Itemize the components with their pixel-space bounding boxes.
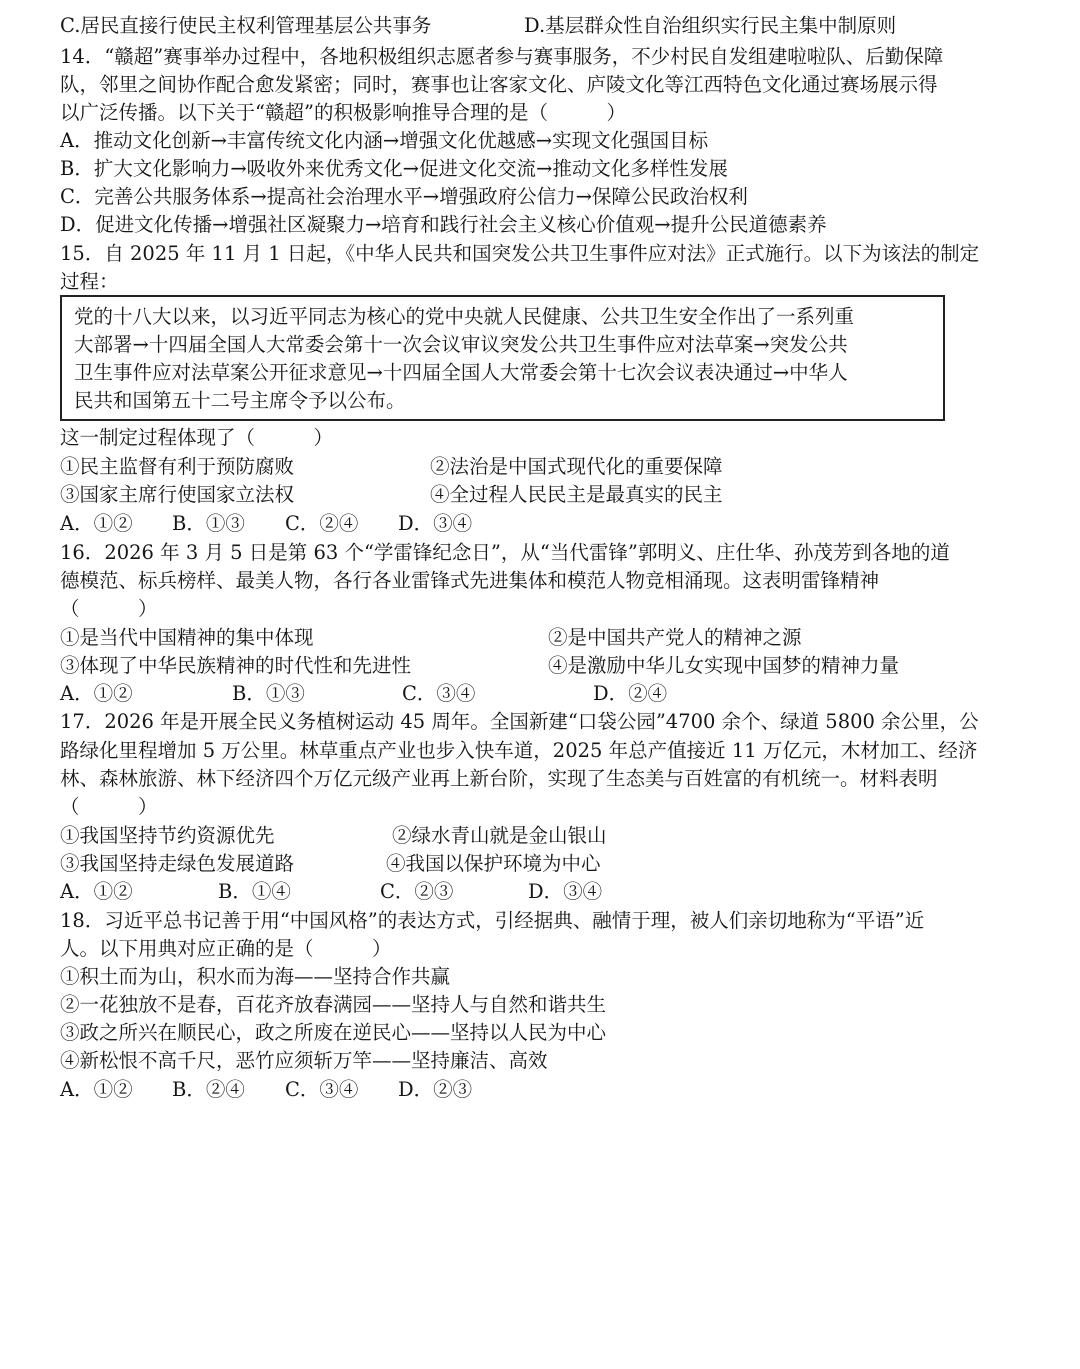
q18-stem-line-2: 人。以下用典对应正确的是（ ） (60, 937, 392, 960)
q18-item-4: ④新松恨不高千尺，恶竹应须斩万竿——坚持廉洁、高效 (60, 1049, 548, 1072)
q17-stem-line-3: 林、森林旅游、林下经济四个万亿元级产业再上新台阶，实现了生态美与百姓富的有机统一。材料表明 (60, 767, 938, 790)
q16-item-4: ④是激励中华儿女实现中国梦的精神力量 (548, 654, 900, 677)
q15-answer-b: B．①③ (172, 512, 245, 535)
q15-answer-c: C．②④ (285, 512, 359, 535)
q18-answer-c: C．③④ (285, 1078, 359, 1101)
q16-stem-line-2: 德模范、标兵榜样、最美人物，各行各业雷锋式先进集体和模范人物竞相涌现。这表明雷锋精神 (60, 569, 880, 592)
q15-stem-line-2: 过程： (60, 270, 119, 293)
q18-answer-d: D．②③ (398, 1078, 473, 1101)
q17-item-4: ④我国以保护环境为中心 (386, 852, 601, 875)
q18-answer-a: A．①② (60, 1078, 133, 1101)
q17-stem-line-2: 路绿化里程增加 5 万公里。林草重点产业也步入快车道，2025 年总产值接近 11 万亿元，木材加工、经济 (60, 739, 978, 762)
q14-stem-line-1: 14．“赣超”赛事举办过程中，各地积极组织志愿者参与赛事服务，不少村民自发组建啦啦队、后勤保障 (60, 45, 944, 68)
q16-item-3: ③体现了中华民族精神的时代性和先进性 (60, 654, 412, 677)
q18-answer-b: B．②④ (172, 1078, 245, 1101)
q14-option-a: A．推动文化创新→丰富传统文化内涵→增强文化优越感→实现文化强国目标 (60, 129, 709, 152)
q17-stem-line-4: （ ） (60, 795, 158, 818)
q15-question: 这一制定过程体现了（ ） (60, 426, 334, 449)
q15-stem-line-1: 15．自 2025 年 11 月 1 日起，《中华人民共和国突发公共卫生事件应对法》正式施行。以下为该法的制定 (60, 242, 980, 265)
q18-item-1: ①积土而为山，积水而为海——坚持合作共赢 (60, 965, 451, 988)
q15-item-4: ④全过程人民民主是最真实的民主 (430, 483, 723, 506)
q15-answer-a: A．①② (60, 512, 133, 535)
q16-stem-line-3: （ ） (60, 597, 158, 620)
q15-material-line-1: 党的十八大以来，以习近平同志为核心的党中央就人民健康、公共卫生安全作出了一系列重 (74, 305, 855, 328)
q17-item-3: ③我国坚持走绿色发展道路 (60, 852, 295, 875)
q18-item-2: ②一花独放不是春，百花齐放春满园——坚持人与自然和谐共生 (60, 993, 607, 1016)
q15-material-box (60, 295, 945, 421)
q17-item-1: ①我国坚持节约资源优先 (60, 824, 275, 847)
q16-item-1: ①是当代中国精神的集中体现 (60, 626, 314, 649)
q17-answer-d: D．③④ (528, 880, 603, 903)
q17-answer-a: A．①② (60, 880, 133, 903)
q17-answer-c: C．②③ (380, 880, 454, 903)
q16-answer-a: A．①② (60, 682, 133, 705)
q13-option-d: D.基层群众性自治组织实行民主集中制原则 (524, 14, 897, 37)
q17-item-2: ②绿水青山就是金山银山 (392, 824, 607, 847)
q14-option-b: B．扩大文化影响力→吸收外来优秀文化→促进文化交流→推动文化多样性发展 (60, 157, 728, 180)
q14-option-c: C．完善公共服务体系→提高社会治理水平→增强政府公信力→保障公民政治权利 (60, 185, 748, 208)
q17-answer-b: B．①④ (218, 880, 291, 903)
q15-material-line-2: 大部署→十四届全国人大常委会第十一次会议审议突发公共卫生事件应对法草案→突发公共 (74, 333, 848, 356)
q16-answer-d: D．②④ (593, 682, 668, 705)
q13-option-c: C.居民直接行使民主权利管理基层公共事务 (60, 14, 432, 37)
q15-answer-d: D．③④ (398, 512, 473, 535)
q14-stem-line-2: 队，邻里之间协作配合愈发紧密；同时，赛事也让客家文化、庐陵文化等江西特色文化通过赛场展示得 (60, 73, 938, 96)
q15-item-2: ②法治是中国式现代化的重要保障 (430, 455, 723, 478)
q17-stem-line-1: 17．2026 年是开展全民义务植树运动 45 周年。全国新建“口袋公园”4700 余个、绿道 5800 余公里，公 (60, 710, 979, 733)
q15-material-line-4: 民共和国第五十二号主席令予以公布。 (74, 389, 406, 412)
q18-item-3: ③政之所兴在顺民心，政之所废在逆民心——坚持以人民为中心 (60, 1021, 607, 1044)
q16-answer-b: B．①③ (232, 682, 305, 705)
q16-item-2: ②是中国共产党人的精神之源 (548, 626, 802, 649)
q15-item-1: ①民主监督有利于预防腐败 (60, 455, 295, 478)
q14-stem-line-3: 以广泛传播。以下关于“赣超”的积极影响推导合理的是（ ） (60, 101, 626, 124)
q15-item-3: ③国家主席行使国家立法权 (60, 483, 295, 506)
q18-stem-line-1: 18．习近平总书记善于用“中国风格”的表达方式，引经据典、融情于理，被人们亲切地称为“平语”近 (60, 909, 925, 932)
q16-answer-c: C．③④ (402, 682, 476, 705)
q14-option-d: D．促进文化传播→增强社区凝聚力→培育和践行社会主义核心价值观→提升公民道德素养 (60, 213, 827, 236)
q15-material-line-3: 卫生事件应对法草案公开征求意见→十四届全国人大常委会第十七次会议表决通过→中华人 (74, 361, 848, 384)
q16-stem-line-1: 16．2026 年 3 月 5 日是第 63 个“学雷锋纪念日”，从“当代雷锋”郭明义、庄仕华、孙茂芳到各地的道 (60, 541, 950, 564)
